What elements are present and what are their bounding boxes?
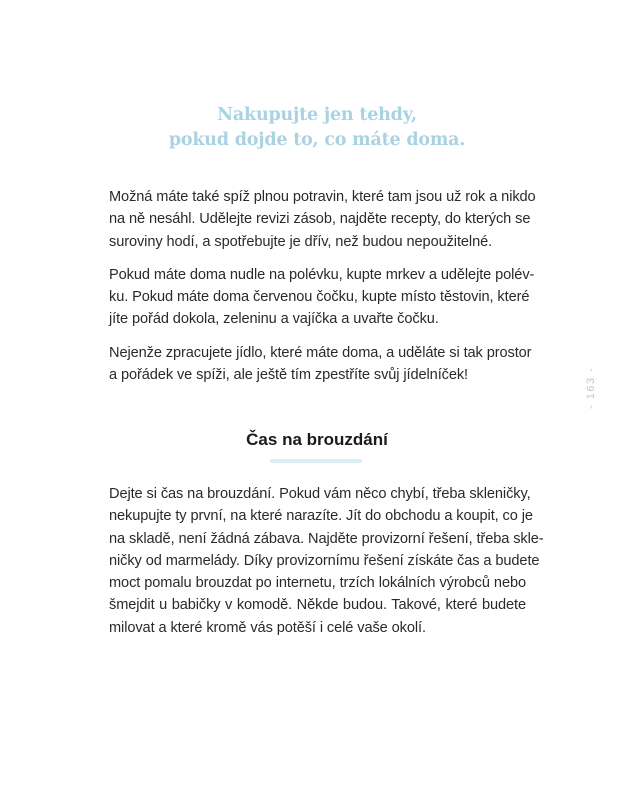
text-line: na skladě, není žádná zábava. Najděte provizorní řešení, třeba skle- (109, 530, 544, 547)
paragraph (109, 264, 535, 331)
text-line: milovat a které kromě vás potěší i celé vaše okolí. (109, 619, 426, 636)
text-line: a pořádek ve spíži, ale ještě tím zpestříte svůj jídelníček! (109, 367, 469, 384)
page-number: - 163 - (585, 366, 597, 409)
heading-underline (270, 459, 362, 463)
text-line: ničky od marmelády. Díky provizornímu řešení získáte čas a budete (109, 552, 540, 569)
browsing-section (109, 483, 544, 650)
text-line: jíte pořád dokola, zeleninu a vajíčka a uvařte čočku. (109, 311, 439, 328)
text-line: Nejenže zpracujete jídlo, které máte doma, a uděláte si tak prostor (109, 344, 532, 361)
text-line: Dejte si čas na brouzdání. Pokud vám něco chybí, třeba skleničky, (109, 486, 531, 502)
paragraph (109, 483, 544, 639)
paragraph (109, 342, 532, 387)
section-heading: Čas na brouzdání (246, 430, 388, 449)
text-line: ku. Pokud máte doma červenou čočku, kupte místo těstovin, které (109, 289, 530, 306)
text-line: šmejdit u babičky v komodě. Někde budou. Takové, které budete (109, 597, 526, 614)
pull-quote (100, 103, 534, 153)
text-line: Možná máte také spíž plnou potravin, které tam jsou už rok a nikdo (109, 189, 536, 205)
pull-quote-line-1: Nakupujte jen tehdy, (217, 105, 417, 125)
pull-quote-line-2: pokud dojde to, co máte doma. (168, 130, 466, 150)
text-line: moct pomalu brouzdat po internetu, trzích lokálních výrobců nebo (109, 575, 526, 592)
text-line: Pokud máte doma nudle na polévku, kupte mrkev a udělejte polév- (109, 266, 535, 283)
paragraph (109, 186, 536, 253)
text-line: na ně nesáhl. Udělejte revizi zásob, najděte recepty, do kterých se (109, 211, 531, 228)
text-line: suroviny hodí, a spotřebujte je dřív, než budou nepoužitelné. (109, 233, 493, 250)
intro-section (109, 186, 536, 397)
text-line: nekupujte ty první, na které narazíte. Jít do obchodu a koupit, co je (109, 508, 533, 525)
